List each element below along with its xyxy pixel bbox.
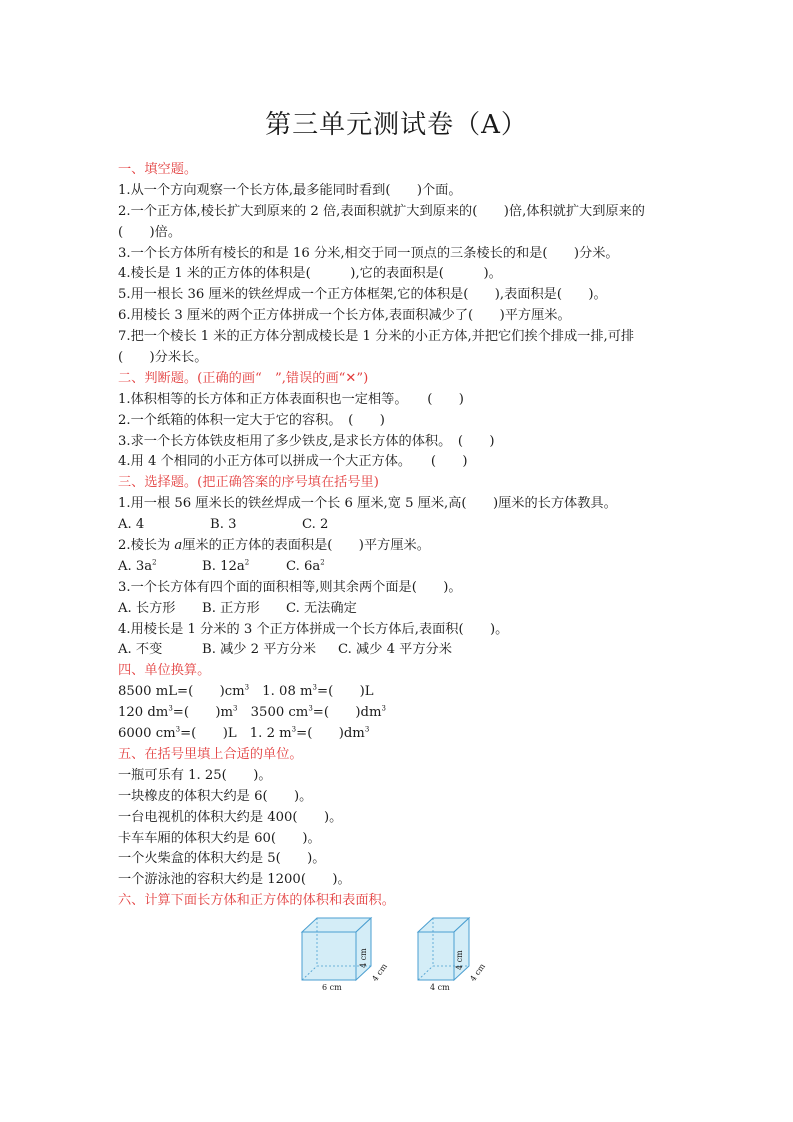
- box-diagram: [290, 910, 510, 1000]
- cuboid-length-label: 6 cm: [322, 983, 342, 992]
- question-line: 4.棱长是 1 米的正方体的体积是( ),它的表面积是( )。: [118, 266, 502, 282]
- option: B. $12a^2$: [202, 558, 250, 574]
- option-row: [118, 599, 678, 620]
- question-line: ( )倍。: [118, 224, 182, 240]
- question-line: 一个游泳池的容积大约是 1200( )。: [118, 872, 351, 888]
- option-row: [118, 515, 678, 536]
- question-line: 3.一个长方体有四个面的面积相等,则其余两个面是( )。: [118, 579, 462, 595]
- option: C. $6a^2$: [286, 558, 325, 574]
- cube-height-label: 4 cm: [455, 950, 464, 970]
- cube-length-label: 4 cm: [430, 983, 450, 992]
- section-heading-true-false: 二、判断题。(正确的画“ ”,错误的画“✕”): [118, 370, 369, 386]
- cuboid-width-label: 4 cm: [370, 961, 389, 984]
- conversion-row: 120 $dm^3=$( )$m^3$ 3500 $cm^3=$( )$dm^3$: [118, 704, 386, 721]
- cuboid-height-label: 4 cm: [359, 948, 368, 968]
- section-heading-unit-conversion: 四、单位换算。: [118, 663, 211, 679]
- option: B. 正方形: [202, 600, 260, 616]
- question-line: 7.把一个棱长 1 米的正方体分割成棱长是 1 分米的小正方体,并把它们挨个排成一排,可排: [118, 329, 635, 345]
- section-heading-multiple-choice: 三、选择题。(把正确答案的序号填在括号里): [118, 475, 379, 491]
- section-heading-units: 五、在括号里填上合适的单位。: [118, 746, 303, 762]
- question-line: 2.一个纸箱的体积一定大于它的容积。 ( ): [118, 412, 385, 428]
- option: C. 无法确定: [286, 600, 357, 616]
- question-line: 3.一个长方体所有棱长的和是 16 分米,相交于同一顶点的三条棱长的和是( )分米。: [118, 245, 619, 261]
- option: B. 减少 2 平方分米: [202, 642, 316, 658]
- option: C. 减少 4 平方分米: [338, 642, 452, 658]
- question-line: 4.用 4 个相同的小正方体可以拼成一个大正方体。 ( ): [118, 454, 468, 470]
- question-line: 1.用一根 56 厘米长的铁丝焊成一个长 6 厘米,宽 5 厘米,高( )厘米的长方体教具。: [118, 496, 617, 512]
- option: C. 2: [302, 517, 329, 533]
- cube-width-label: 4 cm: [468, 961, 487, 984]
- cuboid-figure: [302, 918, 389, 992]
- question-line: 3.求一个长方体铁皮柜用了多少铁皮,是求长方体的体积。 ( ): [118, 433, 495, 449]
- question-line: 2.一个正方体,棱长扩大到原来的 2 倍,表面积就扩大到原来的( )倍,体积就扩大到原来的: [118, 203, 645, 219]
- variable-a: a: [174, 538, 183, 554]
- option: A. $3a^2$: [118, 558, 157, 574]
- cube-figure: [418, 918, 487, 992]
- section-heading-fill-blank: 一、填空题。: [118, 162, 198, 177]
- exam-content: [118, 160, 678, 912]
- question-line: 5.用一根长 36 厘米的铁丝焊成一个正方体框架,它的体积是( ),表面积是( )。: [118, 287, 607, 303]
- option-row: [118, 557, 678, 578]
- question-line: 一块橡皮的体积大约是 6( )。: [118, 788, 313, 804]
- question-line: [118, 536, 678, 557]
- question-line: 卡车车厢的体积大约是 60( )。: [118, 830, 321, 846]
- option: A. 不变: [118, 642, 163, 658]
- question-line: 4.用棱长是 1 分米的 3 个正方体拼成一个长方体后,表面积( )。: [118, 621, 509, 637]
- question-line: ( )分米长。: [118, 350, 208, 366]
- question-line: 一瓶可乐有 1. 25( )。: [118, 767, 272, 783]
- question-line: 一台电视机的体积大约是 400( )。: [118, 809, 343, 825]
- page-title: 第三单元测试卷（A）: [265, 110, 528, 140]
- question-line: 6.用棱长 3 厘米的两个正方体拼成一个长方体,表面积减少了( )平方厘米。: [118, 308, 571, 324]
- section-heading-calculate: 六、计算下面长方体和正方体的体积和表面积。: [118, 893, 395, 909]
- option-row: [118, 640, 678, 661]
- question-line: 1.从一个方向观察一个长方体,最多能同时看到( )个面。: [118, 182, 462, 198]
- option: A. 4: [118, 517, 145, 533]
- option: A. 长方形: [118, 600, 176, 616]
- question-line: 一个火柴盒的体积大约是 5( )。: [118, 851, 326, 867]
- option: B. 3: [210, 517, 237, 533]
- question-line: 1.体积相等的长方体和正方体表面积也一定相等。 ( ): [118, 391, 464, 407]
- question-text: 厘米的正方体的表面积是( )平方厘米。: [182, 538, 430, 554]
- question-text: 2.棱长为: [118, 538, 175, 554]
- conversion-row: 8500 mL=( )$cm^3$ 1. 08 $m^3=$( )L: [118, 683, 374, 700]
- box-figures: [290, 910, 510, 1000]
- conversion-row: 6000 $cm^3=$( )L 1. 2 $m^3=$( )$dm^3$: [118, 725, 370, 742]
